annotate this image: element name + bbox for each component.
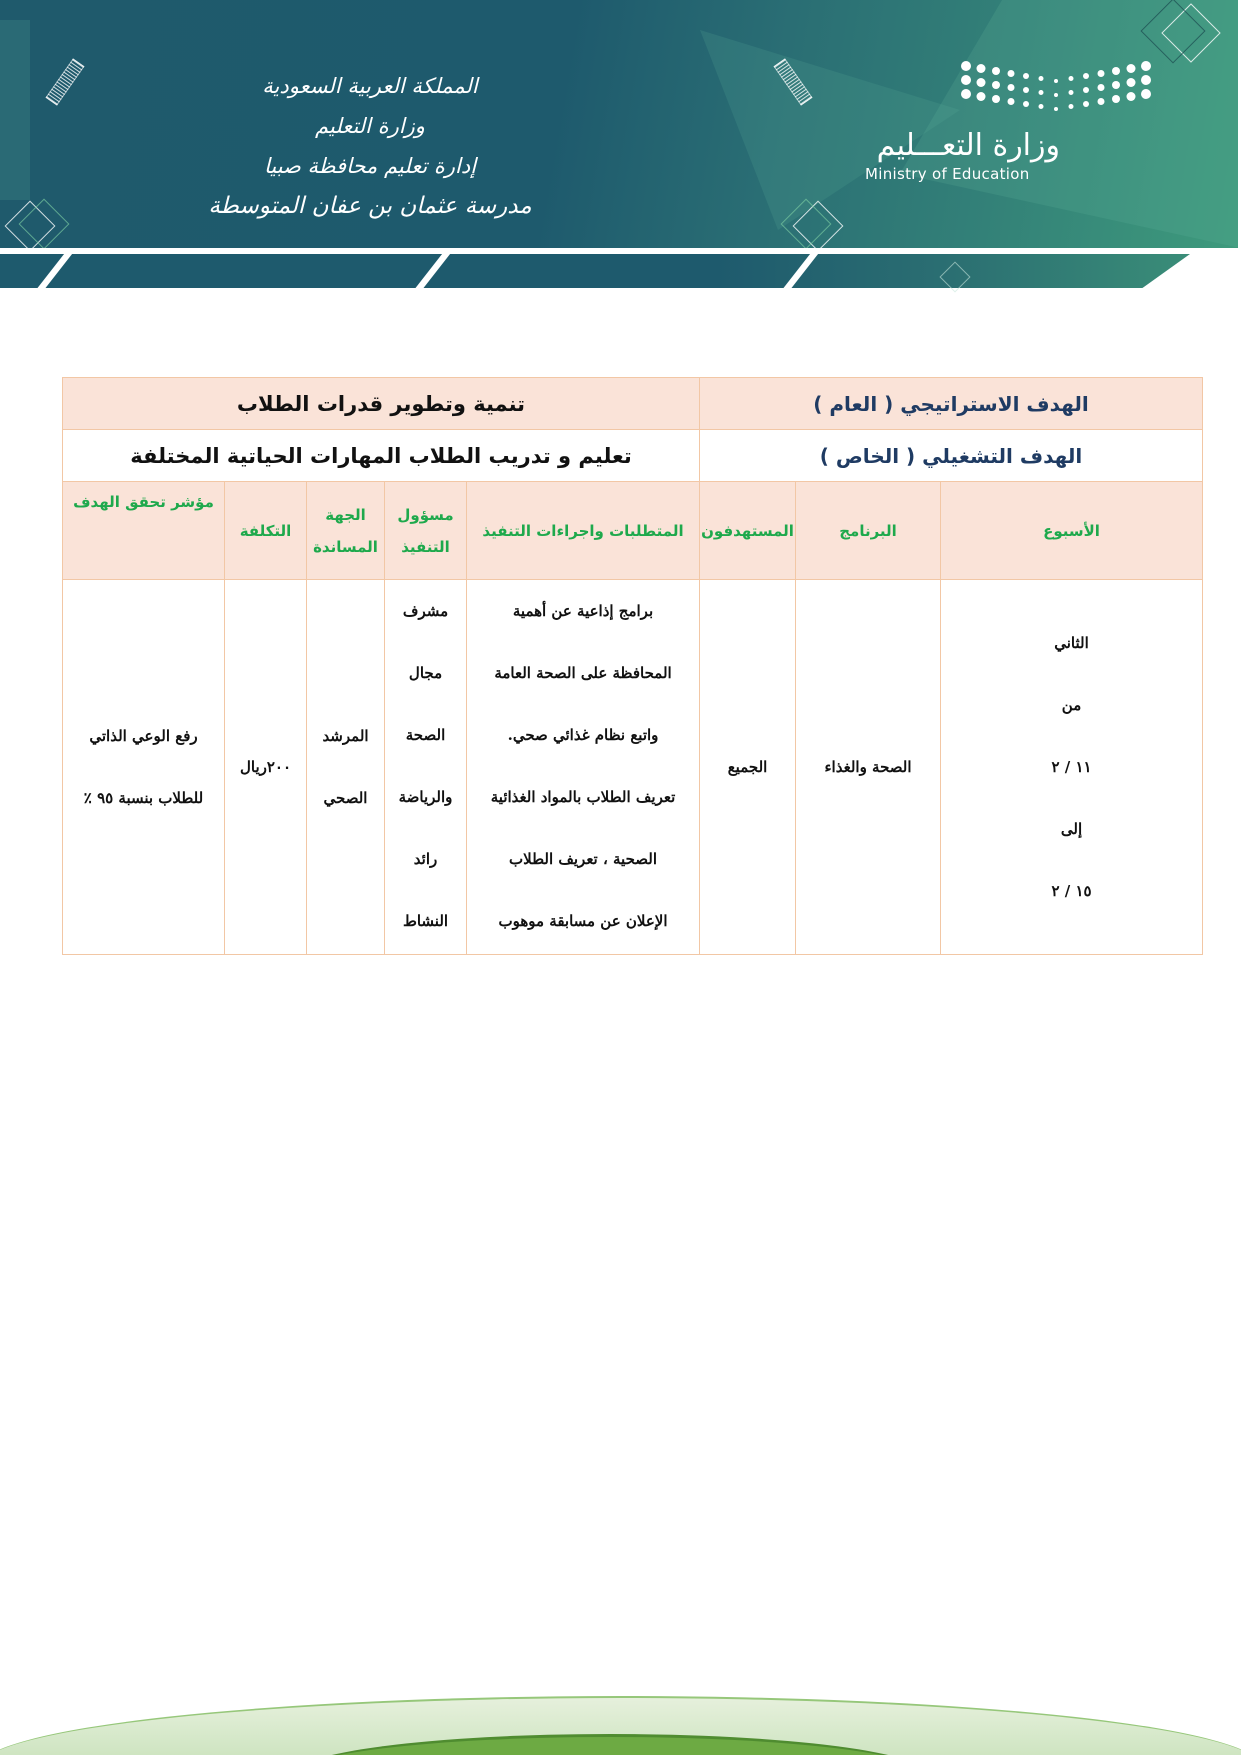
column-header-requirements: المتطلبات واجراءات التنفيذ	[467, 482, 700, 580]
logo-dot	[961, 61, 971, 71]
cell-line: رفع الوعي الذاتي	[89, 727, 198, 745]
column-header-targets: المستهدفون	[700, 482, 796, 580]
logo-dot	[1039, 76, 1044, 81]
column-header-indicator: مؤشر تحقق الهدف	[63, 482, 225, 580]
column-header-program: البرنامج	[796, 482, 941, 580]
strategic-goal-value: تنمية وتطوير قدرات الطلاب	[63, 378, 700, 430]
cell-line: إلى	[1060, 820, 1083, 838]
cell-line: برامج إذاعية عن أهمية	[512, 602, 654, 620]
strategic-goal-label: الهدف الاستراتيجي ( العام )	[700, 378, 1203, 430]
decorative-facet	[0, 20, 30, 200]
ministry-logo	[860, 58, 1180, 188]
school-heading	[150, 66, 590, 226]
cell-responsible	[385, 580, 467, 955]
logo-dot	[1127, 92, 1136, 101]
cell-support	[307, 580, 385, 955]
logo-english-text: Ministry of Education	[865, 165, 1030, 183]
logo-dot	[1023, 87, 1029, 93]
header-banner	[0, 0, 1238, 248]
cell-line: النشاط	[402, 912, 449, 930]
logo-dot	[1141, 89, 1151, 99]
logo-dot	[1039, 104, 1044, 109]
logo-dot	[1098, 98, 1105, 105]
ministry-name: وزارة التعليم	[315, 114, 425, 138]
logo-dot	[1069, 104, 1074, 109]
logo-dot	[1008, 84, 1015, 91]
logo-dot	[1069, 90, 1074, 95]
logo-dot	[1083, 73, 1089, 79]
cell-line: الصحة	[405, 726, 446, 744]
header-line: التنفيذ	[401, 537, 450, 556]
cell-line: رائد	[413, 850, 438, 868]
cell-line: الصحي	[323, 789, 368, 807]
logo-dot	[1098, 84, 1105, 91]
logo-dot	[1023, 101, 1029, 107]
header-line: المساندة	[313, 537, 378, 556]
logo-dot	[1141, 75, 1151, 85]
logo-dot	[1069, 76, 1074, 81]
department-name: إدارة تعليم محافظة صبيا	[263, 154, 477, 178]
logo-dot	[1127, 78, 1136, 87]
operational-goal-row	[63, 430, 1203, 482]
column-header-row	[63, 482, 1203, 580]
country-name: المملكة العربية السعودية	[262, 74, 478, 98]
logo-dot	[977, 64, 986, 73]
logo-dot	[992, 81, 1000, 89]
cell-line: من	[1061, 696, 1082, 714]
strategic-goal-row	[63, 378, 1203, 430]
cell-requirements	[467, 580, 700, 955]
header-line: الجهة	[325, 505, 366, 524]
cell-targets: الجميع	[700, 580, 796, 955]
cell-line: المحافظة على الصحة العامة	[494, 664, 672, 682]
cell-line: للطلاب بنسبة ٩٥ ٪	[83, 789, 204, 807]
ministry-dots-icon	[960, 58, 1160, 118]
cell-line: المرشد	[322, 727, 369, 745]
cell-line: ١١ / ٢	[1051, 758, 1092, 776]
operational-goal-value: تعليم و تدريب الطلاب المهارات الحياتية المختلفة	[63, 430, 700, 482]
cell-line: مجال	[408, 664, 443, 682]
hatch-pattern-icon	[46, 58, 85, 105]
logo-dot	[1008, 70, 1015, 77]
cell-line: تعريف الطلاب بالمواد الغذائية	[490, 788, 676, 806]
cell-line: ١٥ / ٢	[1051, 882, 1092, 900]
logo-dot	[1127, 64, 1136, 73]
cell-line: مشرف	[402, 602, 449, 620]
logo-dot	[1054, 107, 1058, 111]
logo-arabic-text: وزارة التعـــليم	[876, 128, 1060, 163]
logo-dot	[1112, 81, 1120, 89]
column-header-responsible	[385, 482, 467, 580]
column-header-cost: التكلفة	[225, 482, 307, 580]
cell-line: والرياضة	[398, 788, 453, 806]
logo-dot	[1112, 67, 1120, 75]
logo-dot	[992, 67, 1000, 75]
logo-dot	[1054, 79, 1058, 83]
cell-line: الإعلان عن مسابقة موهوب	[498, 912, 668, 930]
cell-program: الصحة والغذاء	[796, 580, 941, 955]
plan-table	[62, 377, 1203, 955]
logo-dot	[1023, 73, 1029, 79]
school-name: مدرسة عثمان بن عفان المتوسطة	[208, 193, 532, 219]
logo-dot	[1083, 87, 1089, 93]
cell-line: الثاني	[1054, 634, 1089, 652]
cell-line: واتبع نظام غذائي صحي.	[507, 726, 659, 744]
logo-dot	[1054, 93, 1058, 97]
logo-dot	[992, 95, 1000, 103]
logo-dot	[1141, 61, 1151, 71]
header-strip	[0, 254, 1190, 288]
footer-decoration	[0, 1690, 1241, 1755]
logo-dot	[1039, 90, 1044, 95]
logo-dot	[977, 92, 986, 101]
logo-dot	[961, 75, 971, 85]
cell-week	[941, 580, 1203, 955]
logo-dot	[1112, 95, 1120, 103]
column-header-support	[307, 482, 385, 580]
cell-cost: ٢٠٠ريال	[225, 580, 307, 955]
logo-dot	[977, 78, 986, 87]
table-row	[63, 580, 1203, 955]
logo-dot	[961, 89, 971, 99]
logo-dot	[1098, 70, 1105, 77]
logo-dot	[1083, 101, 1089, 107]
cell-line: الصحية ، تعريف الطلاب	[509, 850, 658, 868]
logo-dot	[1008, 98, 1015, 105]
operational-goal-label: الهدف التشغيلي ( الخاص )	[700, 430, 1203, 482]
header-line: مسؤول	[397, 505, 454, 524]
column-header-week: الأسبوع	[941, 482, 1203, 580]
cell-indicator	[63, 580, 225, 955]
